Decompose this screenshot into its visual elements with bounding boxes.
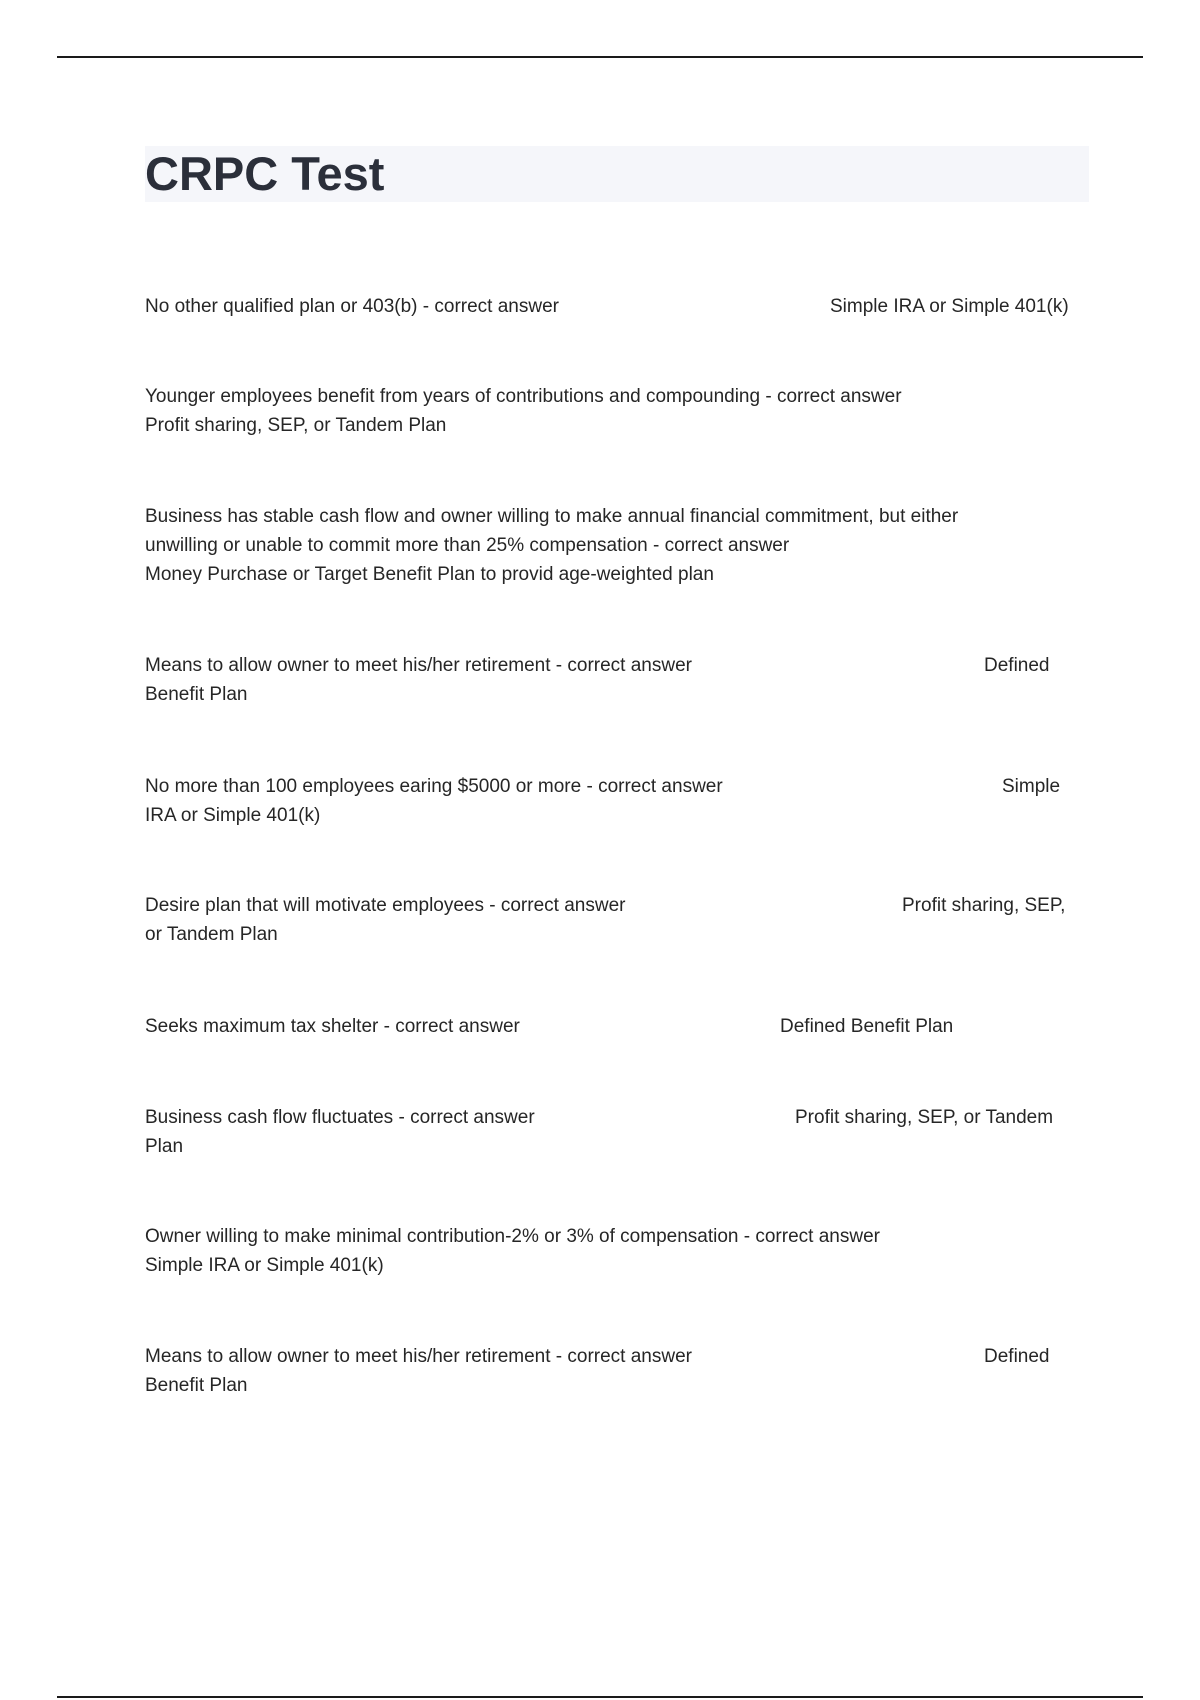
qa-item xyxy=(145,502,1085,589)
question-text: Means to allow owner to meet his/her retirement - correct answer xyxy=(145,655,692,676)
qa-line xyxy=(145,1132,1085,1161)
question-text: Younger employees benefit from years of contributions and compounding - correct answer xyxy=(145,386,902,407)
qa-line xyxy=(145,680,1085,709)
qa-line xyxy=(145,382,1085,411)
question-text: No other qualified plan or 403(b) - correct answer xyxy=(145,296,559,317)
bottom-rule xyxy=(57,1696,1143,1698)
question-text: Owner willing to make minimal contribution-2% or 3% of compensation - correct answer xyxy=(145,1226,880,1247)
qa-line xyxy=(145,920,1085,949)
qa-line xyxy=(145,531,1085,560)
answer-text: Simple IRA or Simple 401(k) xyxy=(830,296,1069,317)
answer-text: Plan xyxy=(145,1136,184,1157)
qa-line xyxy=(145,560,1085,589)
question-text: unwilling or unable to commit more than 25% compensation - correct answer xyxy=(145,535,790,556)
answer-text: Money Purchase or Target Benefit Plan to provid age-weighted plan xyxy=(145,564,714,585)
qa-line xyxy=(145,411,1085,440)
qa-item xyxy=(145,1342,1085,1400)
answer-text: IRA or Simple 401(k) xyxy=(145,805,321,826)
qa-line xyxy=(145,1103,1085,1132)
answer-text: Profit sharing, SEP, xyxy=(902,895,1066,916)
qa-item xyxy=(145,1103,1085,1161)
qa-item xyxy=(145,651,1085,709)
page-title: CRPC Test xyxy=(145,147,385,200)
qa-item xyxy=(145,382,1085,440)
qa-line xyxy=(145,1251,1085,1280)
answer-text: Simple xyxy=(1002,776,1061,797)
answer-text: Benefit Plan xyxy=(145,1375,248,1396)
question-text: Desire plan that will motivate employees - correct answer xyxy=(145,895,626,916)
answer-text: Simple IRA or Simple 401(k) xyxy=(145,1255,384,1276)
question-text: Business has stable cash flow and owner willing to make annual financial commitment, but either xyxy=(145,506,959,527)
qa-line xyxy=(145,1012,1085,1041)
answer-text: Defined Benefit Plan xyxy=(780,1016,954,1037)
answer-text: or Tandem Plan xyxy=(145,924,278,945)
qa-line xyxy=(145,1222,1085,1251)
qa-item xyxy=(145,1222,1085,1280)
qa-item xyxy=(145,1012,1085,1041)
answer-text: Profit sharing, SEP, or Tandem xyxy=(795,1107,1054,1128)
qa-line xyxy=(145,1371,1085,1400)
qa-line xyxy=(145,502,1085,531)
answer-text: Benefit Plan xyxy=(145,684,248,705)
qa-item xyxy=(145,292,1085,321)
qa-line xyxy=(145,651,1085,680)
qa-line xyxy=(145,801,1085,830)
qa-item xyxy=(145,772,1085,830)
question-text: Seeks maximum tax shelter - correct answer xyxy=(145,1016,520,1037)
question-text: No more than 100 employees earing $5000 or more - correct answer xyxy=(145,776,723,797)
answer-text: Profit sharing, SEP, or Tandem Plan xyxy=(145,415,447,436)
top-rule xyxy=(57,56,1143,58)
qa-line xyxy=(145,891,1085,920)
qa-line xyxy=(145,772,1085,801)
qa-line xyxy=(145,292,1085,321)
answer-text: Defined xyxy=(984,1346,1050,1367)
question-text: Means to allow owner to meet his/her retirement - correct answer xyxy=(145,1346,692,1367)
question-text: Business cash flow fluctuates - correct answer xyxy=(145,1107,535,1128)
answer-text: Defined xyxy=(984,655,1050,676)
qa-item xyxy=(145,891,1085,949)
qa-line xyxy=(145,1342,1085,1371)
